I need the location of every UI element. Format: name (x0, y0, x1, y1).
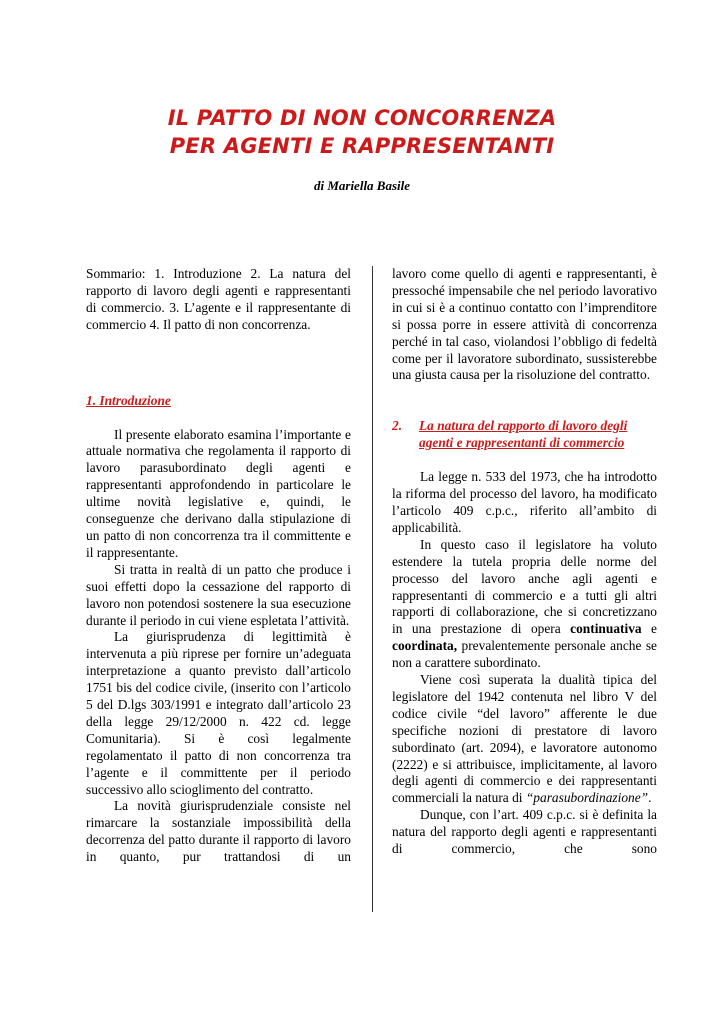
section-1-paragraph-2: Si tratta in realtà di un patto che produce i suoi effetti dopo la cessazione del rapporto di lavoro non potendosi sostenere la sua esecuzione durante il periodo in cui viene espletata l’attività. (86, 561, 351, 628)
section-2-heading (392, 418, 657, 452)
column-divider (372, 266, 373, 912)
author-line: di Mariella Basile (313, 178, 411, 193)
left-column (86, 266, 351, 866)
paragraph-text: e (641, 621, 657, 637)
section-2-paragraph-3 (392, 672, 657, 807)
section-1-heading-text: 1. Introduzione (86, 392, 171, 408)
summary: Sommario: 1. Introduzione 2. La natura del rapporto di lavoro degli agenti e rappresentanti di commercio. 3. L’agente e il rappresentante di commercio 4. Il patto di non concorrenza. (86, 266, 351, 332)
title-line-2: PER AGENTI E RAPPRESENTANTI (169, 134, 555, 158)
paragraph-text: In questo caso il legislatore ha voluto estendere la tutela propria delle norme del processo del lavoro anche agli agenti e rappresentanti di commercio e a tutti gli altri rapporti di collaborazione, che si concretizzano in una prestazione di opera (392, 536, 657, 637)
section-1-paragraph-3: La giurisprudenza di legittimità è intervenuta a più riprese per fornire un’adeguata interpretazione a quanto previsto dall’articolo 1751 bis del codice civile, (inserito con l’articolo 5 del D.lgs 303/1991 e integrato dall’articolo 23 della legge 29/12/2000 n. 422 cd. legge Comunitaria). Si è così legalmente regolamentato il patto di non concorrenza tra l’agente e il committente per il periodo successivo allo scioglimento del contratto. (86, 629, 351, 797)
paragraph-text: Viene così superata la dualità tipica del legislatore del 1942 contenuta nel libro V del codice civile “del lavoro” afferente le due specifiche nozioni di prestatore di lavoro subordinato (art. 2094), e lavoratore autonomo (2222) e si attribuisce, implicitamente, al lavoro degli agenti di commercio e dei rappresentanti commerciali la natura di (392, 672, 657, 806)
document-title (40, 104, 684, 160)
right-column (392, 266, 657, 858)
section-1-heading (86, 393, 351, 410)
bold-term-continuativa: continuativa (570, 621, 642, 637)
section-2-paragraph-1: La legge n. 533 del 1973, che ha introdotto la riforma del processo del lavoro, ha modificato l’articolo 409 c.p.c., riferito all’ambito di applicabilità. (392, 469, 657, 535)
title-line-1: IL PATTO DI NON CONCORRENZA (167, 106, 557, 130)
section-1-paragraph-4: La novità giurisprudenziale consiste nel rimarcare la sostanziale impossibilità della decorrenza del patto durante il rapporto di lavoro in quanto, pur trattandosi di un (86, 798, 351, 865)
section-2-number: 2. (392, 418, 403, 434)
section-2-heading-line-1: La natura del rapporto di lavoro degli (419, 418, 628, 434)
bold-term-coordinata: coordinata, (392, 638, 458, 654)
section-2-heading-text (419, 418, 657, 452)
section-1-paragraph-1: Il presente elaborato esamina l’importante e attuale normativa che regolamenta il rapporto di lavoro parasubordinato degli agenti e rappresentanti approfondendo in particolare le ultime novità legislative e, quindi, le conseguenze che derivano dalla stipulazione di un patto di non concorrenza tra il committente e il rappresentante. (86, 426, 351, 560)
italic-term-parasubordinazione: “parasubordinazione” (525, 790, 649, 806)
paragraph-text: . (648, 790, 652, 806)
section-2-paragraph-2 (392, 537, 657, 672)
continued-paragraph: lavoro come quello di agenti e rappresentanti, è pressoché impensabile che nel periodo lavorativo in cui si è a continuo contatto con l’imprenditore si possa porre in essere attività di concorrenza perché in tal caso, violandosi l’obbligo di fedeltà come per il lavoratore subordinato, sussisterebbe una giusta causa per la risoluzione del contratto. (392, 266, 657, 383)
section-2-heading-line-2: agenti e rappresentanti di commercio (419, 435, 625, 451)
paragraph-text: prevalentemente personale anche se non a carattere subordinato. (392, 638, 657, 671)
section-2-paragraph-4: Dunque, con l’art. 409 c.p.c. si è definita la natura del rapporto degli agenti e rappresentanti di commercio, che sono (392, 807, 657, 857)
